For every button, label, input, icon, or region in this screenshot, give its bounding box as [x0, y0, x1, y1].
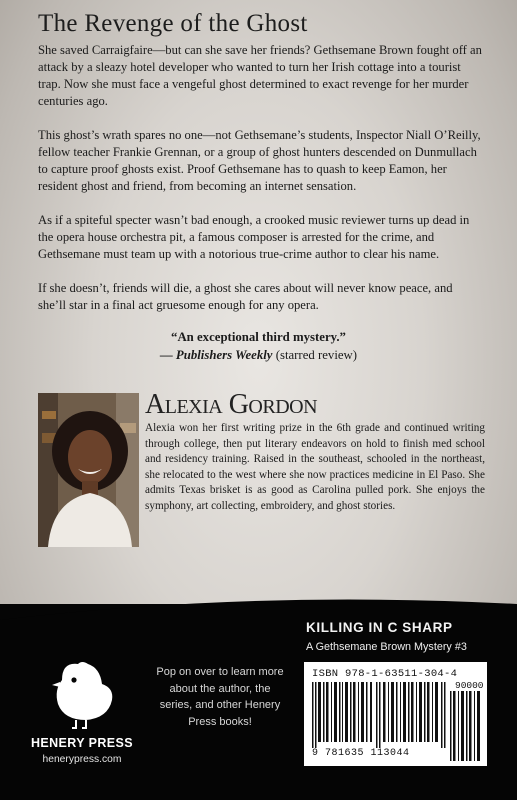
bird-logo-icon [48, 660, 116, 730]
barcode-bars [312, 682, 446, 748]
review-dash: — [159, 348, 176, 362]
blurb-paragraph: As if a spiteful specter wasn’t bad enough, a crooked music reviewer turns up dead in the opera house orchestra pit, a famous composer is arrested for the crime, and Gethsemane must team up with a notorious true-crime author to clear his name. [38, 213, 470, 261]
review-source [0, 346, 517, 364]
review-note: (starred review) [272, 348, 358, 362]
price-code: 90000 [455, 680, 484, 691]
review-text: “An exceptional third mystery.” [171, 330, 346, 344]
publisher-url[interactable]: henerypress.com [42, 754, 122, 765]
price-bars [450, 691, 482, 761]
isbn-text: ISBN 978-1-63511-304-4 [312, 668, 458, 680]
blurb-paragraph: She saved Carraigfaire—but can she save her friends? Gethsemane Brown fought off an attack by a sleazy hotel developer who wanted to turn her Irish cottage into a tourist trap. Now she must face a vengeful ghost determined to exact revenge for her murder centuries ago. [38, 43, 482, 108]
barcode [304, 662, 487, 766]
ean-digits: 9 781635 113044 [312, 748, 410, 759]
review-publication: Publishers Weekly [175, 348, 273, 362]
author-photo [38, 393, 139, 547]
blurb-title: The Revenge of the Ghost [38, 10, 308, 37]
publisher-name: HENERY PRESS [30, 736, 134, 750]
review-quote [0, 328, 517, 364]
author-bio: Alexia won her first writing prize in the 6th grade and continued writing through college, then put literary endeavors on hold to finish med school and residency training. Raised in the southeast, schooled in the northeast, she relocated to the west where she now practices medicine in El Paso. She admits Texas brisket is as good as Carolina pulled pork. She enjoys the symphony, art collecting, embroidery, and ghost stories. [145, 422, 485, 512]
series-name: A Gethsemane Brown Mystery #3 [306, 641, 467, 653]
blurb-paragraph: This ghost’s wrath spares no one—not Gethsemane’s students, Inspector Niall O’Reilly, fellow teacher Frankie Grennan, or a group of ghost hunters descended on Dunmullach to capture proof ghosts exist. Proof Gethsemane has to quash to keep Eamon, her resident ghost and friend, from becoming an internet sensation. [38, 128, 481, 193]
blurb-text [38, 42, 483, 331]
author-portrait-icon [38, 393, 139, 547]
author-name: Alexia Gordon [145, 389, 318, 420]
blurb-paragraph: If she doesn’t, friends will die, a ghost she cares about will never know peace, and she’ll star in a final act gruesome enough for any opera. [38, 281, 453, 312]
publisher-promo: Pop on over to learn more about the author, the series, and other Henery Press books! [156, 666, 284, 728]
book-title: KILLING IN C SHARP [306, 620, 453, 635]
